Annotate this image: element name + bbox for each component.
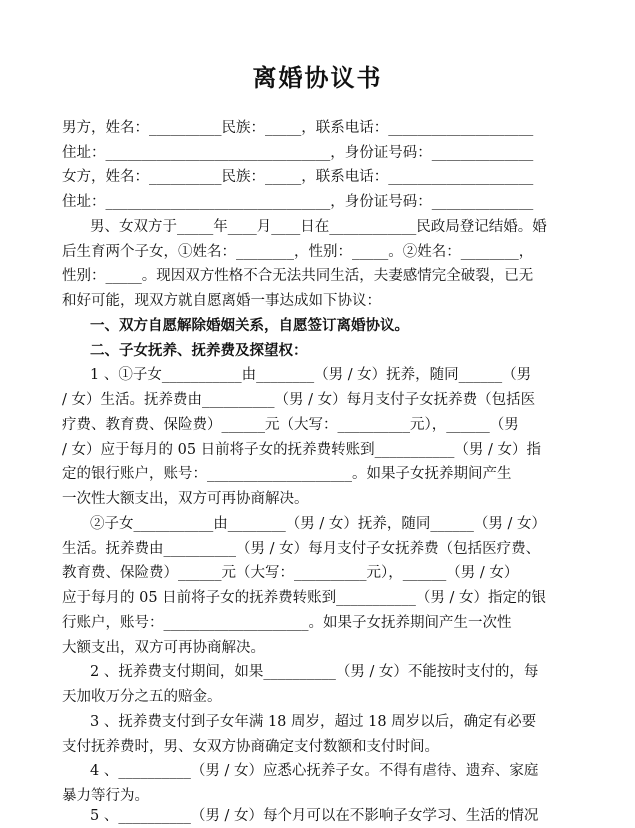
clause-line: 1 、①子女___________由________（男 / 女）抚养，随同______（男 <box>90 367 532 383</box>
wife-address-line: 住址：_______________________________，身份证号码：______________ <box>62 194 534 210</box>
clause-line: 暴力等行为。 <box>62 788 149 804</box>
clause-line: 定的银行账户，账号：____________________。如果子女抚养期间产生 <box>62 466 512 482</box>
paragraph-line: 和好可能，现双方就自愿离婚一事达成如下协议： <box>62 293 381 309</box>
clause-line: / 女）应于每月的 05 日前将子女的抚养费转账到___________（男 / 女）指 <box>62 442 542 458</box>
paragraph-line: 男、女双方于_____年____月____日在____________民政局登记结婚。婚 <box>90 219 547 235</box>
clause-line: / 女）生活。抚养费由__________（男 / 女）每月支付子女抚养费（包括医 <box>62 392 536 408</box>
section-heading-1: 一、双方自愿解除婚姻关系，自愿签订离婚协议。 <box>90 317 409 334</box>
clause-line: 生活。抚养费由__________（男 / 女）每月支付子女抚养费（包括医疗费、 <box>62 541 541 557</box>
clause-line: 教育费、保险费）______元（大写：__________元），______（男 / 女） <box>62 565 519 581</box>
paragraph-line: 后生育两个子女，①姓名：________，性别：_____。②姓名：________， <box>62 244 534 260</box>
clause-line: 一次性大额支出，双方可再协商解决。 <box>62 491 309 507</box>
clause-line: 天加收万分之五的赔金。 <box>62 689 222 705</box>
clause-line: 大额支出，双方可再协商解决。 <box>62 640 265 656</box>
clause-line: 疗费、教育费、保险费）______元（大写：__________元），______（男 <box>62 417 519 433</box>
clause-line: 4 、__________（男 / 女）应悉心抚养子女。不得有虐待、遗弃、家庭 <box>90 763 539 779</box>
document-title: 离婚协议书 <box>252 63 383 92</box>
clause-line: 5 、__________（男 / 女）每个月可以在不影响子女学习、生活的情况 <box>90 808 539 824</box>
section-heading-2: 二、子女抚养、抚养费及探望权： <box>90 342 308 359</box>
clause-line: 2 、抚养费支付期间，如果__________（男 / 女）不能按时支付的，每 <box>90 664 539 680</box>
clause-line: 应于每月的 05 日前将子女的抚养费转账到___________（男 / 女）指定的银 <box>62 590 547 606</box>
paragraph-line: 性别：_____。现因双方性格不合无法共同生活，夫妻感情完全破裂，已无 <box>62 268 534 284</box>
husband-info-line: 男方，姓名：__________民族：_____，联系电话：____________________ <box>62 120 534 136</box>
wife-info-line: 女方，姓名：__________民族：_____，联系电话：____________________ <box>62 169 534 185</box>
clause-line: 行账户，账号：____________________。如果子女抚养期间产生一次性 <box>62 615 512 631</box>
clause-line: 3 、抚养费支付到子女年满 18 周岁，超过 18 周岁以后，确定有必要 <box>90 714 537 730</box>
husband-address-line: 住址：_______________________________，身份证号码：______________ <box>62 145 534 161</box>
clause-line: 支付抚养费时，男、女双方协商确定支付数额和支付时间。 <box>62 739 439 755</box>
clause-line: ②子女___________由________（男 / 女）抚养，随同______（男 / 女） <box>90 516 546 532</box>
